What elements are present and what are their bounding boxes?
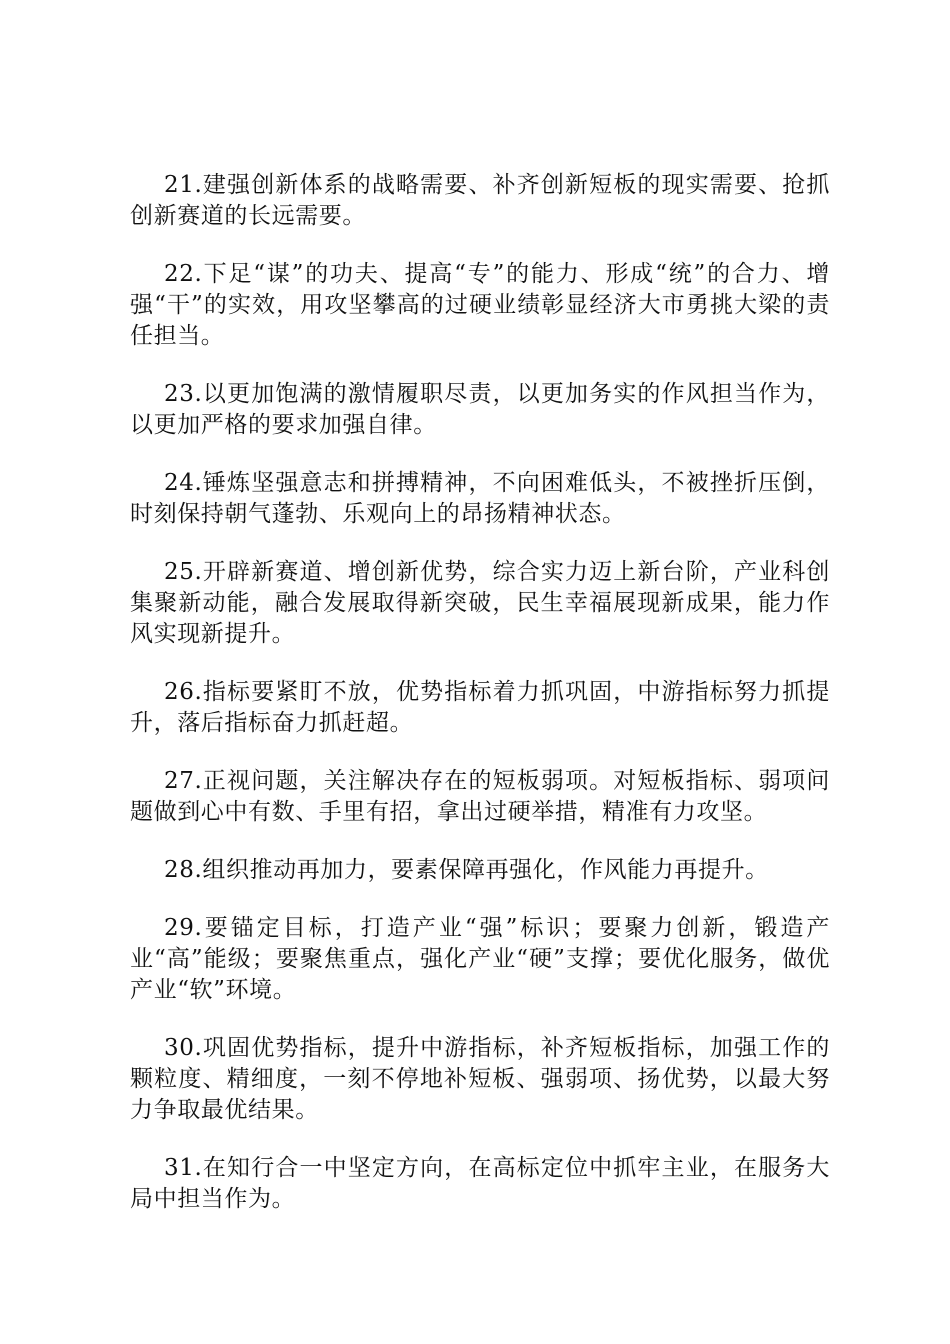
paragraph-31: 31.在知行合一中坚定方向，在高标定位中抓牢主业，在服务大局中担当作为。	[130, 1155, 830, 1212]
paragraph-28: 28.组织推动再加力，要素保障再强化，作风能力再提升。	[164, 857, 769, 883]
paragraph-24: 24.锤炼坚强意志和拼搏精神，不向困难低头，不被挫折压倒，时刻保持朝气蓬勃、乐观向上的昂扬精神状态。	[130, 470, 830, 527]
paragraph-21: 21.建强创新体系的战略需要、补齐创新短板的现实需要、抢抓创新赛道的长远需要。	[130, 172, 830, 229]
paragraph-22: 22.下足“谋”的功夫、提高“专”的能力、形成“统”的合力、增强“干”的实效，用攻坚攀高的过硬业绩彰显经济大市勇挑大梁的责任担当。	[130, 261, 830, 349]
paragraph-26: 26.指标要紧盯不放，优势指标着力抓巩固，中游指标努力抓提升，落后指标奋力抓赶超。	[130, 679, 830, 736]
paragraph-23: 23.以更加饱满的激情履职尽责，以更加务实的作风担当作为，以更加严格的要求加强自律。	[130, 381, 830, 438]
document-body	[130, 170, 830, 1242]
paragraph-25: 25.开辟新赛道、增创新优势，综合实力迈上新台阶，产业科创集聚新动能，融合发展取得新突破，民生幸福展现新成果，能力作风实现新提升。	[130, 559, 830, 647]
paragraph-30: 30.巩固优势指标，提升中游指标，补齐短板指标，加强工作的颗粒度、精细度，一刻不停地补短板、强弱项、扬优势，以最大努力争取最优结果。	[130, 1035, 830, 1123]
paragraph-29: 29.要锚定目标，打造产业“强”标识；要聚力创新，锻造产业“高”能级；要聚焦重点，强化产业“硬”支撑；要优化服务，做优产业“软”环境。	[130, 915, 830, 1003]
paragraph-27: 27.正视问题，关注解决存在的短板弱项。对短板指标、弱项问题做到心中有数、手里有招，拿出过硬举措，精准有力攻坚。	[130, 768, 830, 825]
